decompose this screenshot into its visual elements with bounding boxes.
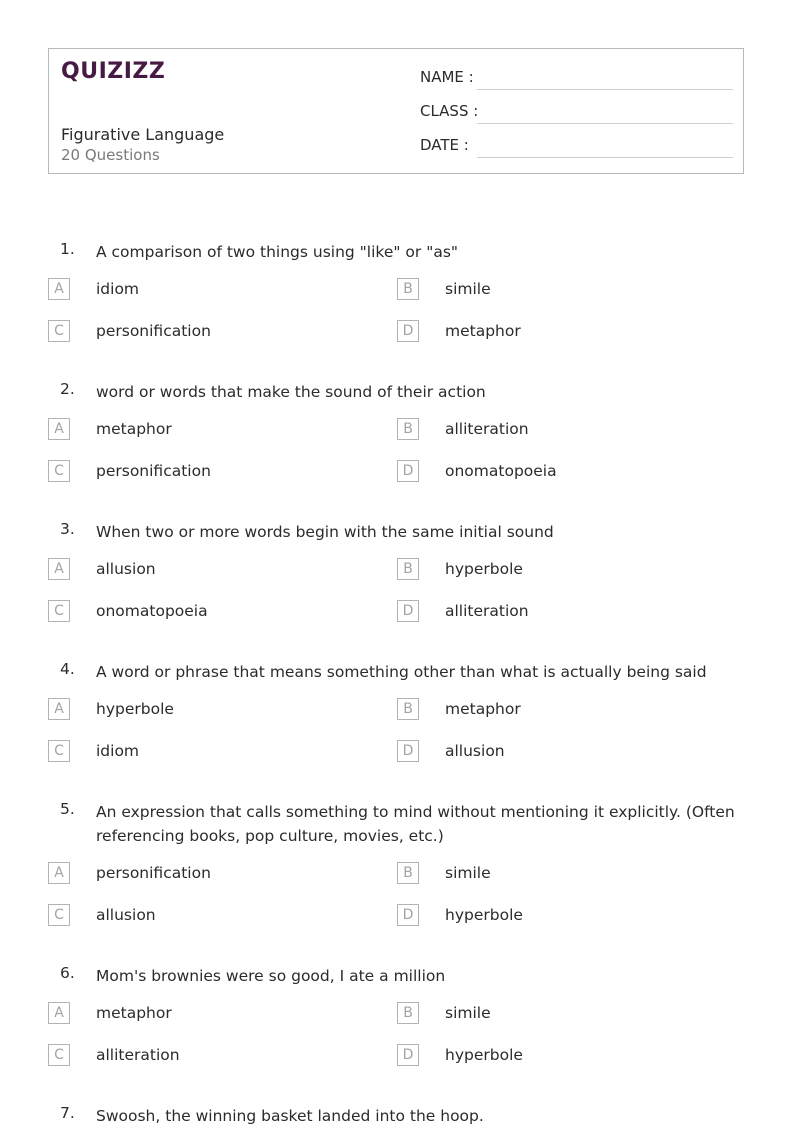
question-text: word or words that make the sound of their action xyxy=(96,383,486,401)
question-text: A comparison of two things using "like" or "as" xyxy=(96,243,459,261)
option-label: onomatopoeia xyxy=(445,462,557,480)
question-number: 4. xyxy=(60,660,75,678)
option-checkbox[interactable]: D xyxy=(397,460,419,482)
option-label: hyperbole xyxy=(445,1046,523,1064)
name-line xyxy=(477,89,733,90)
option-label: metaphor xyxy=(445,700,521,718)
worksheet-header xyxy=(48,48,744,174)
option-checkbox[interactable]: C xyxy=(48,740,70,762)
option-checkbox[interactable]: C xyxy=(48,904,70,926)
question-number: 3. xyxy=(60,520,75,538)
option-checkbox[interactable]: C xyxy=(48,600,70,622)
option-checkbox[interactable]: D xyxy=(397,740,419,762)
option-label: personification xyxy=(96,462,211,480)
question-text: An expression that calls something to mind without mentioning it explicitly. (Often referencing books, pop culture, movies, etc.) xyxy=(96,803,735,845)
option-checkbox[interactable]: B xyxy=(397,1002,419,1024)
option-checkbox[interactable]: D xyxy=(397,1044,419,1066)
option-label: hyperbole xyxy=(445,906,523,924)
option-label: personification xyxy=(96,322,211,340)
question-count: 20 Questions xyxy=(61,146,160,164)
option-label: metaphor xyxy=(445,322,521,340)
option-checkbox[interactable]: A xyxy=(48,418,70,440)
date-line xyxy=(477,157,733,158)
option-checkbox[interactable]: A xyxy=(48,278,70,300)
option-checkbox[interactable]: C xyxy=(48,460,70,482)
option-checkbox[interactable]: A xyxy=(48,862,70,884)
option-checkbox[interactable]: B xyxy=(397,418,419,440)
option-checkbox[interactable]: D xyxy=(397,904,419,926)
class-label: CLASS : xyxy=(420,102,479,120)
option-checkbox[interactable]: B xyxy=(397,862,419,884)
option-label: idiom xyxy=(96,742,140,760)
option-checkbox[interactable]: C xyxy=(48,1044,70,1066)
option-label: alliteration xyxy=(96,1046,180,1064)
question-text: Mom's brownies were so good, I ate a million xyxy=(96,967,446,985)
question-number: 5. xyxy=(60,800,75,818)
question-number: 7. xyxy=(60,1104,75,1122)
option-checkbox[interactable]: B xyxy=(397,278,419,300)
option-checkbox[interactable]: D xyxy=(397,600,419,622)
question-text: When two or more words begin with the same initial sound xyxy=(96,523,554,541)
option-label: metaphor xyxy=(96,1004,172,1022)
option-label: allusion xyxy=(96,906,156,924)
worksheet-title: Figurative Language xyxy=(61,125,225,144)
option-label: simile xyxy=(445,864,491,882)
question-number: 2. xyxy=(60,380,75,398)
option-label: metaphor xyxy=(96,420,172,438)
option-label: idiom xyxy=(96,280,140,298)
option-label: simile xyxy=(445,280,491,298)
date-label: DATE : xyxy=(420,136,469,154)
question-number: 6. xyxy=(60,964,75,982)
question-text: A word or phrase that means something other than what is actually being said xyxy=(96,663,707,681)
option-checkbox[interactable]: B xyxy=(397,698,419,720)
option-label: simile xyxy=(445,1004,491,1022)
class-line xyxy=(477,123,733,124)
question-text: Swoosh, the winning basket landed into the hoop. xyxy=(96,1107,484,1125)
option-label: alliteration xyxy=(445,420,529,438)
option-checkbox[interactable]: A xyxy=(48,698,70,720)
option-label: alliteration xyxy=(445,602,529,620)
option-label: personification xyxy=(96,864,211,882)
option-label: allusion xyxy=(96,560,156,578)
option-label: allusion xyxy=(445,742,505,760)
question-number: 1. xyxy=(60,240,75,258)
option-checkbox[interactable]: A xyxy=(48,1002,70,1024)
option-checkbox[interactable]: C xyxy=(48,320,70,342)
quizizz-logo: QUIZIZZ xyxy=(61,59,166,84)
option-label: onomatopoeia xyxy=(96,602,208,620)
option-label: hyperbole xyxy=(96,700,174,718)
option-label: hyperbole xyxy=(445,560,523,578)
option-checkbox[interactable]: B xyxy=(397,558,419,580)
name-label: NAME : xyxy=(420,68,474,86)
option-checkbox[interactable]: A xyxy=(48,558,70,580)
option-checkbox[interactable]: D xyxy=(397,320,419,342)
